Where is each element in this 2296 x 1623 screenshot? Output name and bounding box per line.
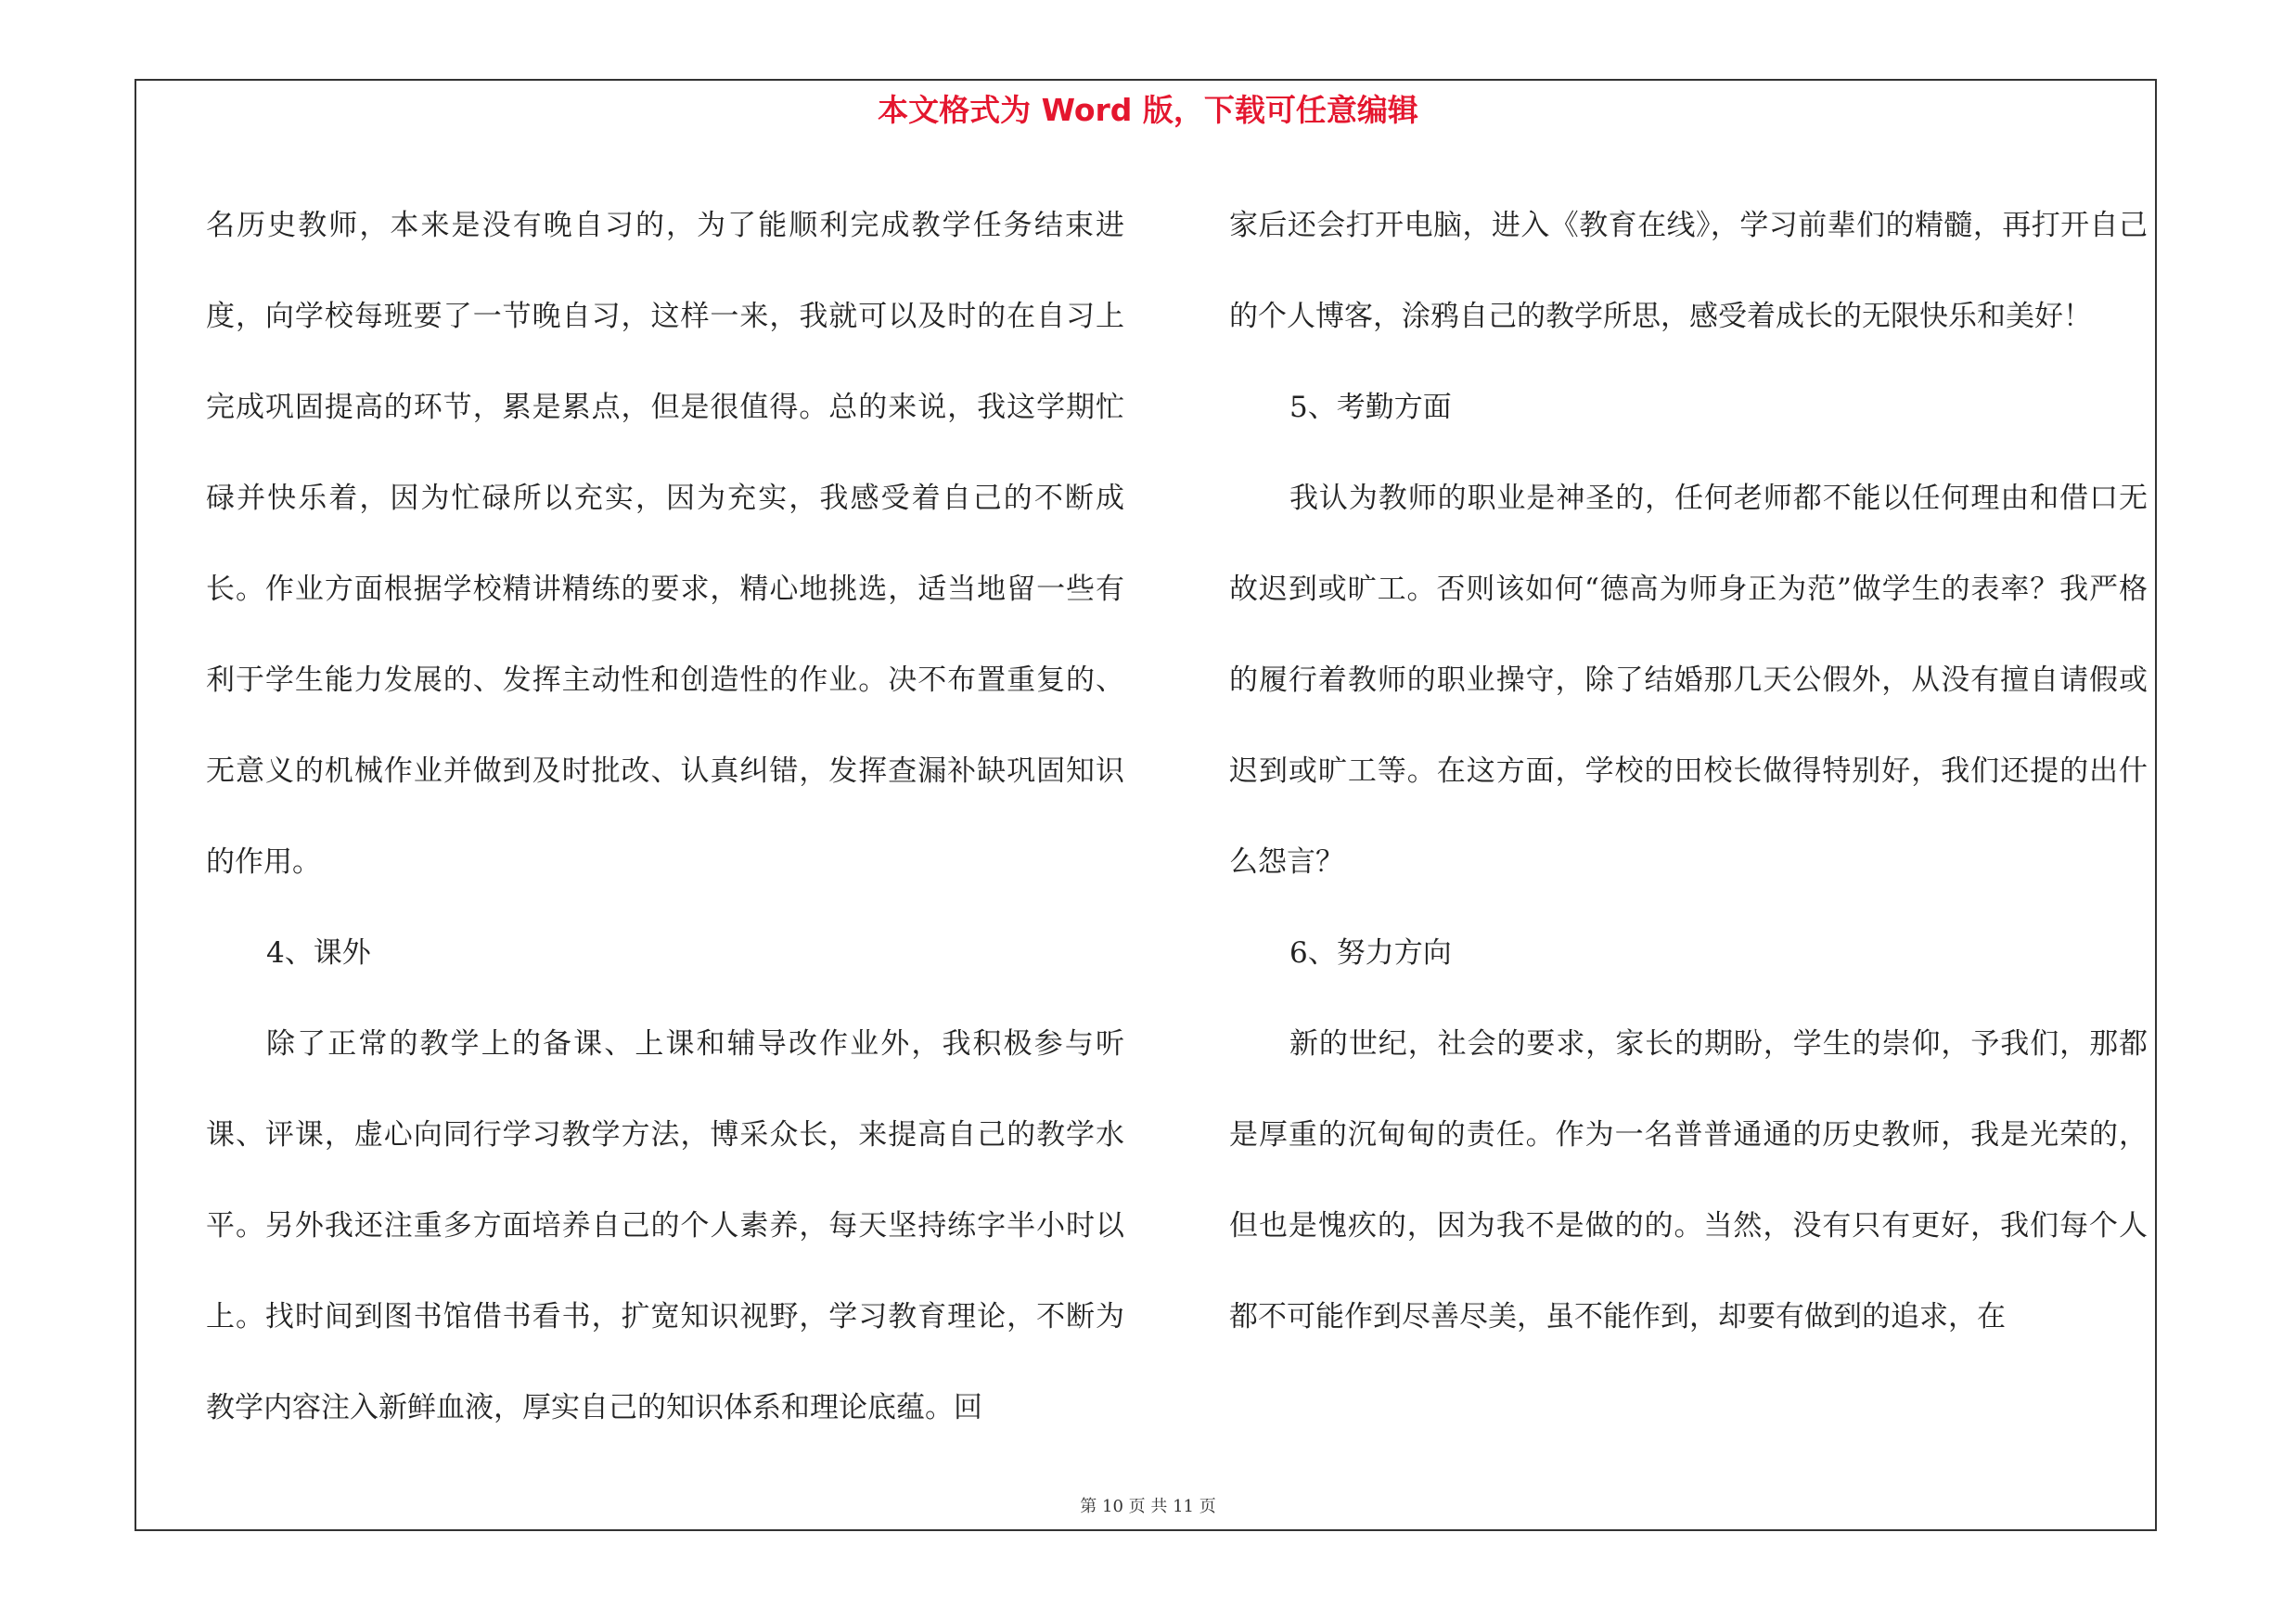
paragraph-attendance: 我认为教师的职业是神圣的，任何老师都不能以任何理由和借口无故迟到或旷工。否则该如何“德高为师身正为范”做学生的表率？我严格的履行着教师的职业操守，除了结婚那几天公假外，从没有擅自请假或迟到或旷工等。在这方面，学校的田校长做得特别好，我们还提的出什么怨言？ — [1229, 482, 2148, 879]
page-number: 第 10 页 共 11 页 — [1080, 1497, 1216, 1516]
paragraph-direction: 新的世纪，社会的要求，家长的期盼，学生的崇仰，予我们，那都是厚重的沉甸甸的责任。作为一名普普通通的历史教师，我是光荣的，但也是愧疚的，因为我不是做的的。当然，没有只有更好，我们每个人都不可能作到尽善尽美，虽不能作到，却要有做到的追求，在 — [1229, 1027, 2148, 1333]
paragraph-continued: 名历史教师，本来是没有晚自习的，为了能顺利完成教学任务结束进度，向学校每班要了一节晚自习，这样一来，我就可以及时的在自习上完成巩固提高的环节，累是累点，但是很值得。总的来说，我这学期忙碌并快乐着，因为忙碌所以充实，因为充实，我感受着自己的不断成长。作业方面根据学校精讲精练的要求，精心地挑选，适当地留一些有利于学生能力发展的、发挥主动性和创造性的作业。决不布置重复的、无意义的机械作业并做到及时批改、认真纠错，发挥查漏补缺巩固知识的作用。 — [206, 209, 1124, 879]
right-column — [1229, 180, 2148, 1362]
section-heading-6: 6、努力方向 — [1289, 936, 1452, 970]
paragraph-continued-right: 家后还会打开电脑，进入《教育在线》，学习前辈们的精髓，再打开自己的个人博客，涂鸦自己的教学所思，感受着成长的无限快乐和美好！ — [1229, 209, 2148, 333]
section-heading-5: 5、考勤方面 — [1289, 391, 1452, 424]
format-banner: 本文格式为 Word 版，下载可任意编辑 — [878, 92, 1418, 128]
paragraph-extracurricular: 除了正常的教学上的备课、上课和辅导改作业外，我积极参与听课、评课，虚心向同行学习教学方法，博采众长，来提高自己的教学水平。另外我还注重多方面培养自己的个人素养，每天坚持练字半小时以上。找时间到图书馆借书看书，扩宽知识视野，学习教育理论，不断为教学内容注入新鲜血液，厚实自己的知识体系和理论底蕴。回 — [206, 1027, 1124, 1424]
left-column — [206, 180, 1124, 1453]
section-heading-4: 4、课外 — [266, 936, 371, 970]
